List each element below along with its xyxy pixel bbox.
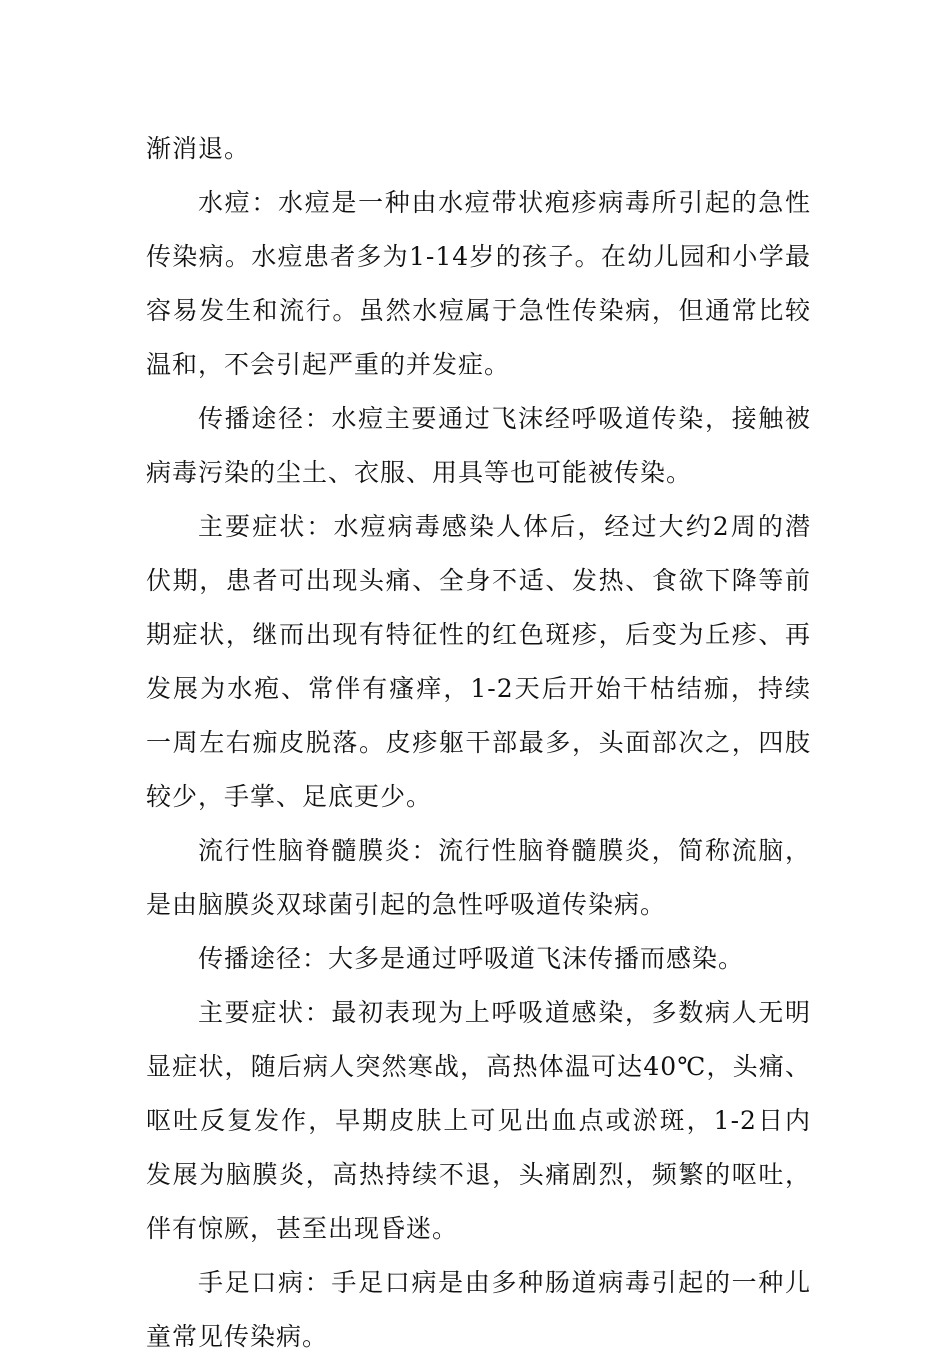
paragraph-hfmd-intro: 手足口病：手足口病是由多种肠道病毒引起的一种儿童常见传染病。 xyxy=(146,1268,811,1351)
paragraph-meningitis-transmission: 传播途径：大多是通过呼吸道飞沫传播而感染。 xyxy=(198,944,745,973)
paragraph-chickenpox-intro: 水痘：水痘是一种由水痘带状疱疹病毒所引起的急性传染病。水痘患者多为1-14岁的孩子。在幼儿园和小学最容易发生和流行。虽然水痘属于急性传染病，但通常比较温和，不会引起严重的并发症。 xyxy=(146,188,811,379)
paragraph-meningitis-symptoms: 主要症状：最初表现为上呼吸道感染，多数病人无明显症状，随后病人突然寒战，高热体温可达40℃，头痛、呕吐反复发作，早期皮肤上可见出血点或淤斑，1-2日内发展为脑膜炎，高热持续不退，头痛剧烈，频繁的呕吐，伴有惊厥，甚至出现昏迷。 xyxy=(146,998,811,1243)
paragraph-continuation: 渐消退。 xyxy=(146,134,251,163)
paragraph-chickenpox-transmission: 传播途径：水痘主要通过飞沫经呼吸道传染，接触被病毒污染的尘土、衣服、用具等也可能被传染。 xyxy=(146,404,811,487)
paragraph-meningitis-intro: 流行性脑脊髓膜炎：流行性脑脊髓膜炎，简称流脑，是由脑膜炎双球菌引起的急性呼吸道传染病。 xyxy=(146,836,811,919)
paragraph-chickenpox-symptoms: 主要症状：水痘病毒感染人体后，经过大约2周的潜伏期，患者可出现头痛、全身不适、发热、食欲下降等前期症状，继而出现有特征性的红色斑疹，后变为丘疹、再发展为水疱、常伴有瘙痒，1-2天后开始干枯结痂，持续一周左右痂皮脱落。皮疹躯干部最多，头面部次之，四肢较少，手掌、足底更少。 xyxy=(146,512,811,811)
document-body xyxy=(146,122,811,1364)
